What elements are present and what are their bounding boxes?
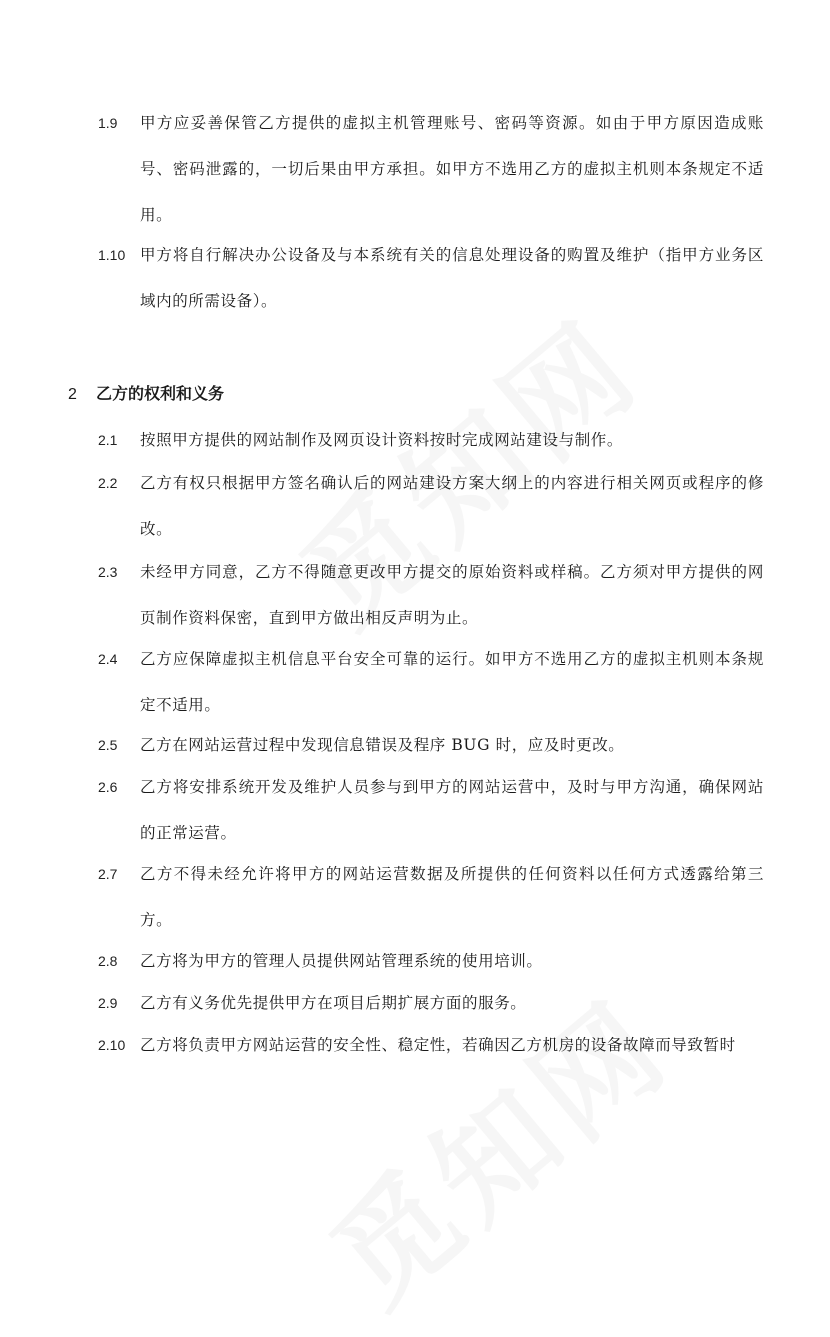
clause-text: 乙方将负责甲方网站运营的安全性、稳定性，若确因乙方机房的设备故障而导致暂时: [140, 1036, 736, 1054]
clause-number: 2.5: [98, 737, 118, 753]
clause-text: 乙方在网站运营过程中发现信息错误及程序 BUG 时，应及时更改。: [140, 736, 625, 754]
clause-text: 乙方不得未经允许将甲方的网站运营数据及所提供的任何资料以任何方式透露给第三方。: [140, 865, 764, 929]
clause-number: 2.6: [98, 779, 118, 795]
clause-text: 未经甲方同意，乙方不得随意更改甲方提交的原始资料或样稿。乙方须对甲方提供的网页制作资料保密，直到甲方做出相反声明为止。: [140, 563, 764, 627]
clause-number: 1.9: [98, 115, 118, 131]
clause-number: 1.10: [98, 247, 126, 263]
clause-text: 乙方有义务优先提供甲方在项目后期扩展方面的服务。: [140, 994, 527, 1012]
clause-number: 2.2: [98, 475, 118, 491]
clause-text: 乙方有权只根据甲方签名确认后的网站建设方案大纲上的内容进行相关网页或程序的修改。: [140, 474, 764, 538]
clause-number: 2.7: [98, 866, 118, 882]
clause-text: 乙方将为甲方的管理人员提供网站管理系统的使用培训。: [140, 952, 543, 970]
clause-number: 2.1: [98, 432, 118, 448]
clause-number: 2.10: [98, 1037, 126, 1053]
section-heading: [68, 379, 224, 410]
clause-text: 乙方将安排系统开发及维护人员参与到甲方的网站运营中，及时与甲方沟通，确保网站的正常运营。: [140, 778, 764, 842]
section-title: 乙方的权利和义务: [96, 384, 225, 403]
clause-number: 2.9: [98, 995, 118, 1011]
clause-text: 按照甲方提供的网站制作及网页设计资料按时完成网站建设与制作。: [140, 431, 624, 449]
clause-number: 2.4: [98, 651, 118, 667]
clause-text: 甲方将自行解决办公设备及与本系统有关的信息处理设备的购置及维护（指甲方业务区域内的所需设备）。: [140, 246, 764, 310]
section-number: 2: [68, 386, 77, 403]
clause-text: 甲方应妥善保管乙方提供的虚拟主机管理账号、密码等资源。如由于甲方原因造成账号、密码泄露的，一切后果由甲方承担。如甲方不选用乙方的虚拟主机则本条规定不适用。: [140, 114, 764, 224]
clause-number: 2.8: [98, 953, 118, 969]
clause-text: 乙方应保障虚拟主机信息平台安全可靠的运行。如甲方不选用乙方的虚拟主机则本条规定不适用。: [140, 650, 764, 714]
clause-number: 2.3: [98, 564, 118, 580]
